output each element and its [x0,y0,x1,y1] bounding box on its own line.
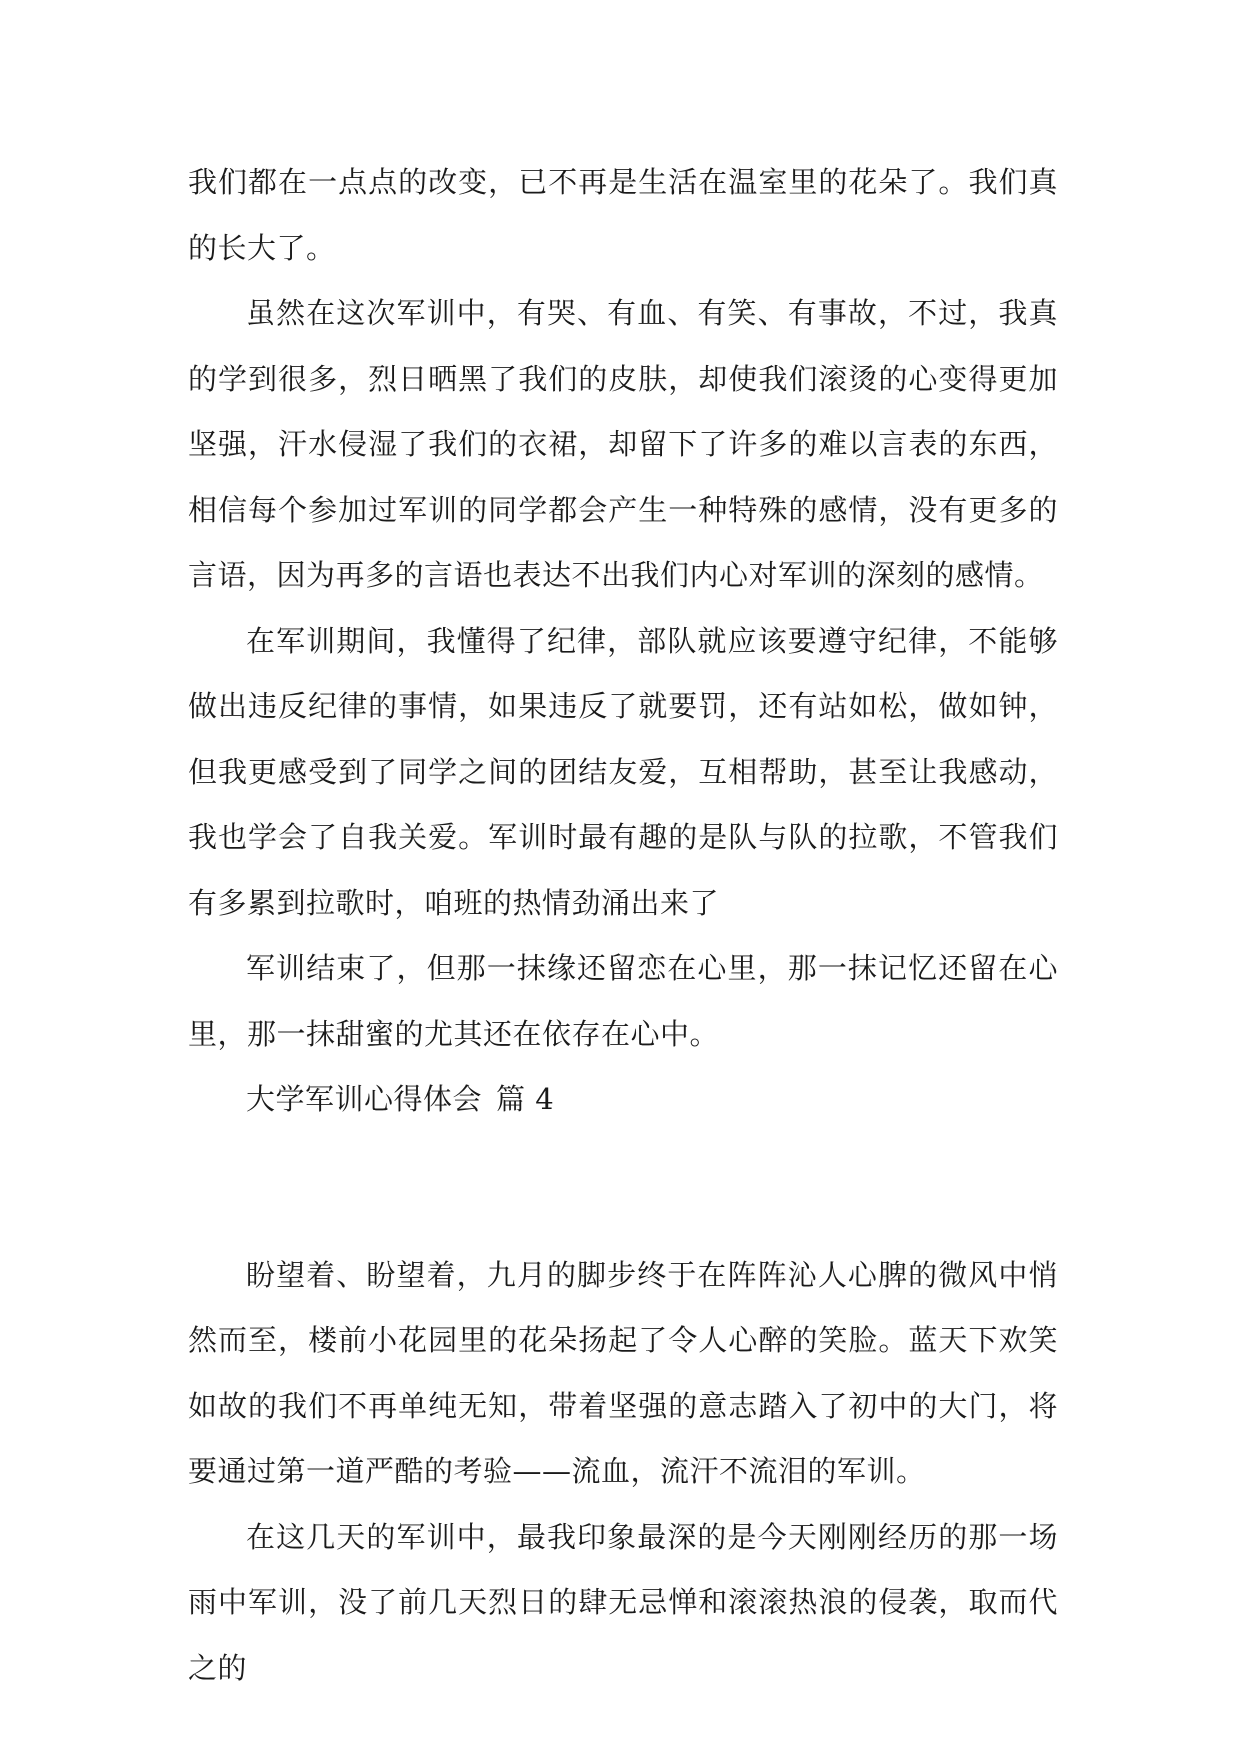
paragraph: 我们都在一点点的改变，已不再是生活在温室里的花朵了。我们真的长大了。 [188,165,1058,265]
paragraph: 军训结束了，但那一抹缘还留恋在心里，那一抹记忆还留在心里，那一抹甜蜜的尤其还在依存在心中。 [188,951,1058,1051]
section-heading-title: 大学军训心得体会 [246,1082,483,1116]
paragraph: 在军训期间，我懂得了纪律，部队就应该要遵守纪律，不能够做出违反纪律的事情，如果违反了就要罚，还有站如松，做如钟，但我更感受到了同学之间的团结友爱，互相帮助，甚至让我感动，我也学会了自我关爱。军训时最有趣的是队与队的拉歌，不管我们有多累到拉歌时，咱班的热情劲涌出来了 [188,623,1058,920]
document-body [188,150,1058,1701]
section-heading [188,1067,1058,1133]
paragraph: 虽然在这次军训中，有哭、有血、有笑、有事故，不过，我真的学到很多，烈日晒黑了我们的皮肤，却使我们滚烫的心变得更加坚强，汗水侵湿了我们的衣裙，却留下了许多的难以言表的东西，相信每个参加过军训的同学都会产生一种特殊的感情，没有更多的言语，因为再多的言语也表达不出我们内心对军训的深刻的感情。 [188,296,1058,592]
paragraph: 盼望着、盼望着，九月的脚步终于在阵阵沁人心脾的微风中悄然而至，楼前小花园里的花朵扬起了令人心醉的笑脸。蓝天下欢笑如故的我们不再单纯无知，带着坚强的意志踏入了初中的大门，将要通过第一道严酷的考验——流血，流汗不流泪的军训。 [188,1257,1058,1488]
section-spacer [188,1133,1058,1243]
paragraph: 在这几天的军训中，最我印象最深的是今天刚刚经历的那一场雨中军训，没了前几天烈日的肆无忌惮和滚滚热浪的侵袭，取而代之的 [188,1519,1058,1685]
section-heading-number: 篇 4 [496,1082,555,1116]
